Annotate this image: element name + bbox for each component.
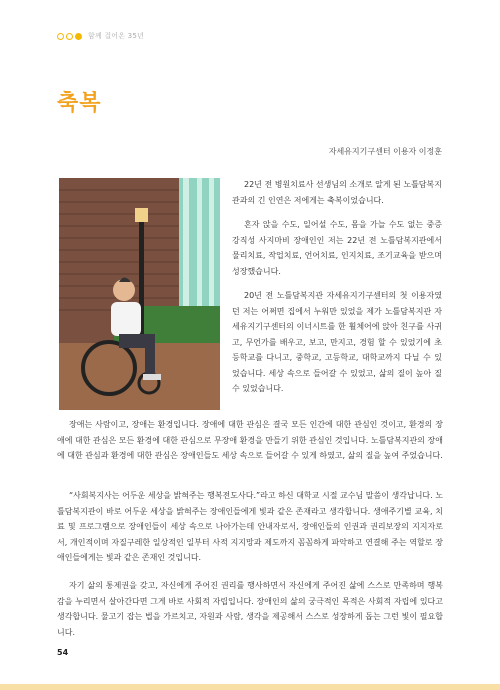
paragraph: 20년 전 노틀담복지관 자세유지기구센터의 첫 이용자였던 저는 어쩌면 집에서 누워만 있었을 제가 노틀담복지관 자세유지기구센터의 이너시트를 한 휠체어에 앉아 친구를 사귀고, 무언가를 배우고, 보고, 만지고, 경험 할 수 있었기에 초등학교를 다니고, 중학교, 고등학교, 대학교까지 다닐 수 있었습니다. 세상 속으로 들어갈 수 있었고, 삶의 질이 높아 질 수 있었습니다.: [232, 291, 442, 393]
paragraph: “사회복지사는 어두운 세상을 밝혀주는 행복전도사다.”라고 하신 대학교 시절 교수님 말씀이 생각납니다. 노틀담복지관이 바로 어두운 세상을 밝혀주는 장애인들에게 빛과 같은 존재라고 생각합니다. 생애주기별 교육, 치료 및 프로그램으로 장애인들이 세상 속으로 나아가는데 안내자로서, 장애인들의 인권과 권리보장의 지지자로서, 개인적이며 자질구레한 일상적인 일부터 사적 지지망과 제도까지 꼼꼼하게 파악하고 연결해 주는 역할로 장애인들에게는 빛과 같은 존재인 것입니다.: [57, 491, 443, 562]
running-header: [57, 31, 144, 41]
dot-outline-icon: [66, 33, 73, 40]
paragraph: 장애는 사람이고, 장애는 환경입니다. 장애에 대한 관심은 결국 모든 인간에 대한 관심인 것이고, 환경의 장애에 대한 관심은 모든 환경에 대한 관심으로 무장애 환경을 만들기 위한 관심인 것입니다. 노틀담복지관의 장애에 대한 관심과 환경에 대한 관심은 장애인들도 세상 속으로 들어갈 수 있게 하였고, 삶의 질을 높여 주었습니다.: [57, 420, 443, 460]
header-dots-icon: [57, 33, 82, 40]
dot-outline-icon: [57, 33, 64, 40]
header-text: 함께 걸어온 35년: [88, 32, 144, 40]
right-column-text: [232, 177, 442, 406]
page-title: 축복: [57, 91, 102, 116]
paragraph-block: [57, 578, 443, 640]
paragraph-block: [57, 417, 443, 464]
paragraph-block: [57, 488, 443, 566]
paragraph: 자기 삶의 통제권을 갖고, 자신에게 주어진 권리를 행사하면서 자신에게 주어진 삶에 스스로 만족하며 행복감을 누리면서 살아간다면 그게 바로 사회적 자립입니다. 장애인의 삶의 궁극적인 목적은 사회적 자립에 있다고 생각합니다. 물고기 잡는 법을 가르치고, 자원과 사람, 생각을 제공해서 스스로 성장하게 돕는 그런 빛이 필요합니다.: [57, 581, 443, 637]
wheelchair-user-photo: [59, 178, 220, 410]
page-number: 54: [57, 648, 69, 657]
author-byline: 자세유지기구센터 이용자 이정훈: [328, 147, 442, 156]
paragraph: 혼자 앉을 수도, 일어설 수도, 몸을 가늘 수도 없는 중증 강직성 사지마비 장애인인 저는 22년 전 노틀담복지관에서 물리치료, 작업치료, 언어치료, 인지치료, 조기교육을 받으며 성장했습니다.: [232, 220, 442, 276]
dot-filled-icon: [75, 33, 82, 40]
bottom-bar: [0, 684, 500, 690]
paragraph: 22년 전 병원치료사 선생님의 소개로 알게 된 노틀담복지관과의 긴 인연은 저에게는 축복이었습니다.: [232, 180, 442, 205]
